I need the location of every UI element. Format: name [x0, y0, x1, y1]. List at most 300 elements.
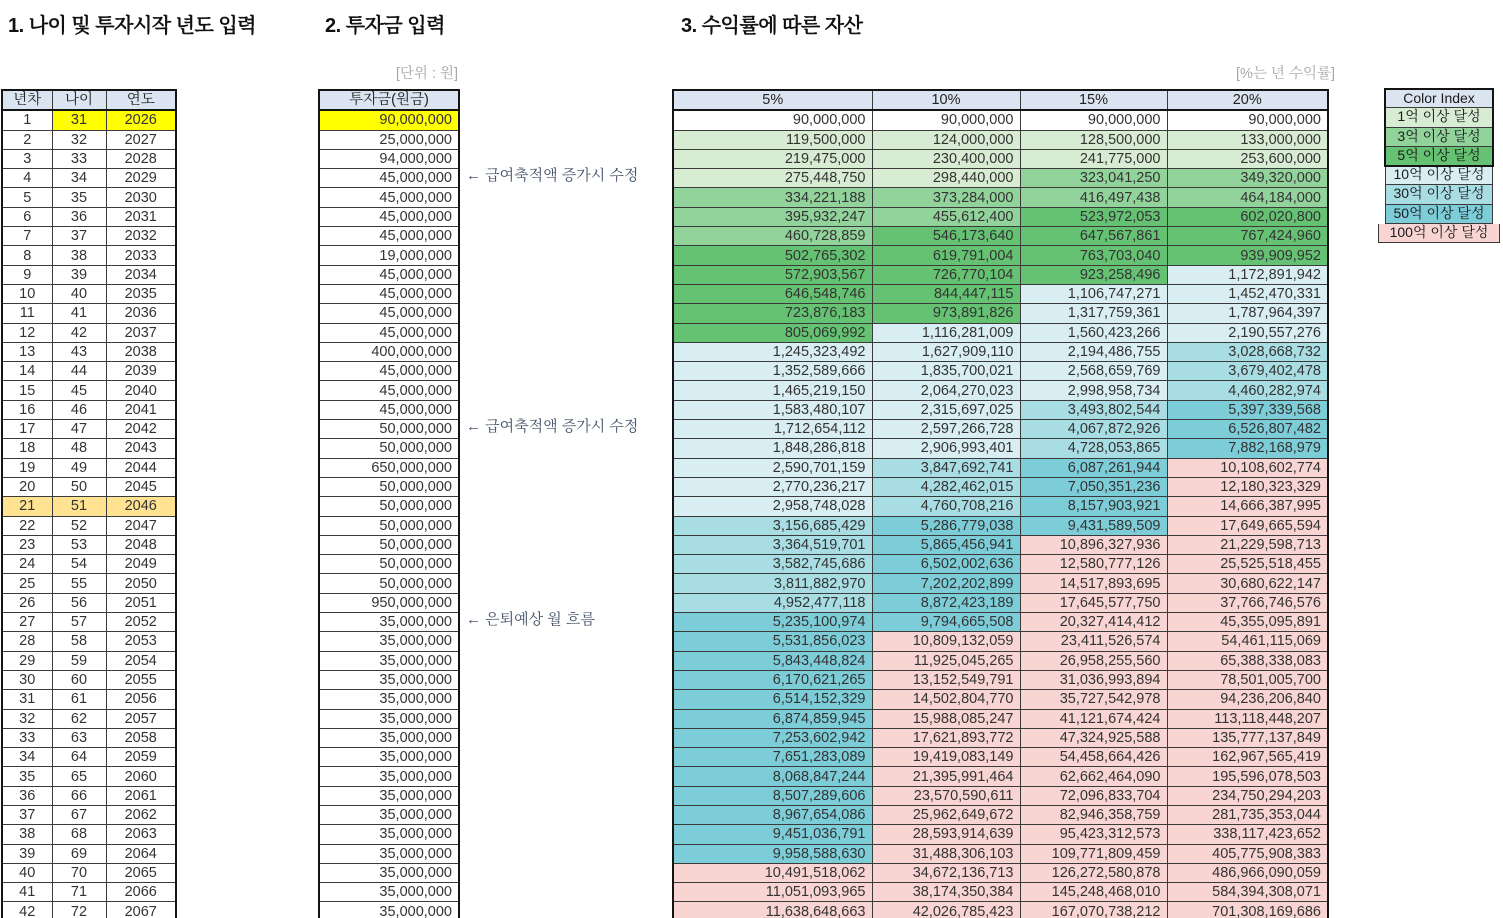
table-cell[interactable]: 54,461,115,069 [1167, 632, 1328, 651]
table-cell[interactable]: 923,258,496 [1020, 265, 1167, 284]
table-cell[interactable]: 38,174,350,384 [872, 883, 1020, 902]
table-cell[interactable]: 3,493,802,544 [1020, 400, 1167, 419]
table-cell[interactable]: 46 [52, 400, 106, 419]
table-cell[interactable]: 2053 [106, 632, 176, 651]
table-cell[interactable]: 26 [2, 593, 52, 612]
table-cell[interactable]: 25 [2, 574, 52, 593]
table-cell[interactable]: 2061 [106, 786, 176, 805]
table-cell[interactable]: 23,411,526,574 [1020, 632, 1167, 651]
table-cell[interactable]: 1,245,323,492 [673, 342, 872, 361]
table-cell[interactable]: 844,447,115 [872, 284, 1020, 303]
table-cell[interactable]: 2059 [106, 748, 176, 767]
table-cell[interactable]: 2049 [106, 555, 176, 574]
table-cell[interactable]: 2,597,266,728 [872, 420, 1020, 439]
table-cell[interactable]: 3 [2, 149, 52, 168]
table-cell[interactable]: 4,760,708,216 [872, 497, 1020, 516]
table-cell[interactable]: 9,451,036,791 [673, 825, 872, 844]
table-cell[interactable]: 4,282,462,015 [872, 477, 1020, 496]
table-cell[interactable]: 30,680,622,147 [1167, 574, 1328, 593]
table-cell[interactable]: 14,666,387,995 [1167, 497, 1328, 516]
table-cell[interactable]: 2035 [106, 284, 176, 303]
table-cell[interactable]: 4,460,282,974 [1167, 381, 1328, 400]
table-cell[interactable]: 2028 [106, 149, 176, 168]
table-cell[interactable]: 50,000,000 [319, 497, 459, 516]
table-cell[interactable]: 33 [52, 149, 106, 168]
table-cell[interactable]: 395,932,247 [673, 207, 872, 226]
table-cell[interactable]: 2056 [106, 690, 176, 709]
table-cell[interactable]: 35,000,000 [319, 902, 459, 918]
table-cell[interactable]: 9 [2, 265, 52, 284]
table-cell[interactable]: 56 [52, 593, 106, 612]
returns-table[interactable] [672, 89, 1329, 918]
table-cell[interactable]: 650,000,000 [319, 458, 459, 477]
table-cell[interactable]: 12,180,323,329 [1167, 477, 1328, 496]
table-cell[interactable]: 2031 [106, 207, 176, 226]
table-cell[interactable]: 2063 [106, 825, 176, 844]
table-cell[interactable]: 18 [2, 439, 52, 458]
table-cell[interactable]: 2055 [106, 670, 176, 689]
table-cell[interactable]: 2,315,697,025 [872, 400, 1020, 419]
table-cell[interactable]: 2067 [106, 902, 176, 918]
table-cell[interactable]: 128,500,000 [1020, 130, 1167, 149]
table-cell[interactable]: 15 [2, 381, 52, 400]
table-cell[interactable]: 21,229,598,713 [1167, 535, 1328, 554]
table-cell[interactable]: 29 [2, 651, 52, 670]
table-cell[interactable]: 416,497,438 [1020, 188, 1167, 207]
table-cell[interactable]: 19,419,083,149 [872, 748, 1020, 767]
table-cell[interactable]: 7 [2, 227, 52, 246]
table-cell[interactable]: 1,627,909,110 [872, 342, 1020, 361]
table-cell[interactable]: 50,000,000 [319, 574, 459, 593]
table-cell[interactable]: 94,000,000 [319, 149, 459, 168]
column-header[interactable]: 투자금(원금) [319, 90, 459, 110]
table-cell[interactable]: 135,777,137,849 [1167, 728, 1328, 747]
table-cell[interactable]: 602,020,800 [1167, 207, 1328, 226]
table-cell[interactable]: 45 [52, 381, 106, 400]
table-cell[interactable]: 11 [2, 304, 52, 323]
table-cell[interactable]: 78,501,005,700 [1167, 670, 1328, 689]
table-cell[interactable]: 281,735,353,044 [1167, 805, 1328, 824]
table-cell[interactable]: 767,424,960 [1167, 227, 1328, 246]
table-cell[interactable]: 8,872,423,189 [872, 593, 1020, 612]
table-cell[interactable]: 2051 [106, 593, 176, 612]
table-cell[interactable]: 5,286,779,038 [872, 516, 1020, 535]
table-cell[interactable]: 162,967,565,419 [1167, 748, 1328, 767]
table-cell[interactable]: 21 [2, 497, 52, 516]
table-cell[interactable]: 94,236,206,840 [1167, 690, 1328, 709]
table-cell[interactable]: 10,108,602,774 [1167, 458, 1328, 477]
table-cell[interactable]: 55 [52, 574, 106, 593]
table-cell[interactable]: 45,000,000 [319, 362, 459, 381]
table-cell[interactable]: 546,173,640 [872, 227, 1020, 246]
table-cell[interactable]: 2046 [106, 497, 176, 516]
table-cell[interactable]: 45,000,000 [319, 207, 459, 226]
table-cell[interactable]: 35,000,000 [319, 651, 459, 670]
table-cell[interactable]: 763,703,040 [1020, 246, 1167, 265]
table-cell[interactable]: 34 [2, 748, 52, 767]
table-cell[interactable]: 47,324,925,588 [1020, 728, 1167, 747]
table-cell[interactable]: 35,000,000 [319, 670, 459, 689]
table-cell[interactable]: 68 [52, 825, 106, 844]
table-cell[interactable]: 805,069,992 [673, 323, 872, 342]
table-cell[interactable]: 35,000,000 [319, 844, 459, 863]
table-cell[interactable]: 6,514,152,329 [673, 690, 872, 709]
table-cell[interactable]: 30 [2, 670, 52, 689]
table-cell[interactable]: 44 [52, 362, 106, 381]
table-cell[interactable]: 2064 [106, 844, 176, 863]
table-cell[interactable]: 90,000,000 [673, 110, 872, 130]
table-cell[interactable]: 36 [2, 786, 52, 805]
table-cell[interactable]: 23 [2, 535, 52, 554]
table-cell[interactable]: 2044 [106, 458, 176, 477]
table-cell[interactable]: 1,712,654,112 [673, 420, 872, 439]
table-cell[interactable]: 6,087,261,944 [1020, 458, 1167, 477]
column-header[interactable]: 5% [673, 90, 872, 110]
table-cell[interactable]: 2034 [106, 265, 176, 284]
table-cell[interactable]: 37 [2, 805, 52, 824]
table-cell[interactable]: 35,727,542,978 [1020, 690, 1167, 709]
table-cell[interactable]: 572,903,567 [673, 265, 872, 284]
table-cell[interactable]: 65,388,338,083 [1167, 651, 1328, 670]
table-cell[interactable]: 7,050,351,236 [1020, 477, 1167, 496]
table-cell[interactable]: 50,000,000 [319, 477, 459, 496]
table-cell[interactable]: 2032 [106, 227, 176, 246]
table-cell[interactable]: 35,000,000 [319, 825, 459, 844]
table-cell[interactable]: 2038 [106, 342, 176, 361]
table-cell[interactable]: 9,431,589,509 [1020, 516, 1167, 535]
table-cell[interactable]: 15,988,085,247 [872, 709, 1020, 728]
table-cell[interactable]: 973,891,826 [872, 304, 1020, 323]
table-cell[interactable]: 37 [52, 227, 106, 246]
table-cell[interactable]: 1,317,759,361 [1020, 304, 1167, 323]
table-cell[interactable]: 2040 [106, 381, 176, 400]
table-cell[interactable]: 21,395,991,464 [872, 767, 1020, 786]
table-cell[interactable]: 71 [52, 883, 106, 902]
table-cell[interactable]: 400,000,000 [319, 342, 459, 361]
table-cell[interactable]: 58 [52, 632, 106, 651]
table-cell[interactable]: 2054 [106, 651, 176, 670]
investment-table[interactable] [318, 89, 460, 918]
table-cell[interactable]: 2050 [106, 574, 176, 593]
table-cell[interactable]: 2 [2, 130, 52, 149]
table-cell[interactable]: 584,394,308,071 [1167, 883, 1328, 902]
table-cell[interactable]: 42 [2, 902, 52, 918]
table-cell[interactable]: 195,596,078,503 [1167, 767, 1328, 786]
table-cell[interactable]: 7,202,202,899 [872, 574, 1020, 593]
table-cell[interactable]: 38 [2, 825, 52, 844]
table-cell[interactable]: 701,308,169,686 [1167, 902, 1328, 918]
table-cell[interactable]: 35,000,000 [319, 613, 459, 632]
table-cell[interactable]: 45,000,000 [319, 284, 459, 303]
table-cell[interactable]: 2042 [106, 420, 176, 439]
table-cell[interactable]: 45,000,000 [319, 400, 459, 419]
table-cell[interactable]: 41 [2, 883, 52, 902]
table-cell[interactable]: 2062 [106, 805, 176, 824]
table-cell[interactable]: 2,568,659,769 [1020, 362, 1167, 381]
column-header[interactable]: 나이 [52, 90, 106, 110]
table-cell[interactable]: 13 [2, 342, 52, 361]
table-cell[interactable]: 52 [52, 516, 106, 535]
table-cell[interactable]: 6,170,621,265 [673, 670, 872, 689]
table-cell[interactable]: 334,221,188 [673, 188, 872, 207]
table-cell[interactable]: 51 [52, 497, 106, 516]
table-cell[interactable]: 1,848,286,818 [673, 439, 872, 458]
table-cell[interactable]: 31 [52, 110, 106, 130]
table-cell[interactable]: 3,679,402,478 [1167, 362, 1328, 381]
table-cell[interactable]: 31,036,993,894 [1020, 670, 1167, 689]
table-cell[interactable]: 234,750,294,203 [1167, 786, 1328, 805]
table-cell[interactable]: 17 [2, 420, 52, 439]
table-cell[interactable]: 19,000,000 [319, 246, 459, 265]
table-cell[interactable]: 36 [52, 207, 106, 226]
table-cell[interactable]: 41 [52, 304, 106, 323]
table-cell[interactable]: 35,000,000 [319, 748, 459, 767]
table-cell[interactable]: 6 [2, 207, 52, 226]
table-cell[interactable]: 34,672,136,713 [872, 863, 1020, 882]
table-cell[interactable]: 35 [2, 767, 52, 786]
table-cell[interactable]: 7,253,602,942 [673, 728, 872, 747]
table-cell[interactable]: 5,235,100,974 [673, 613, 872, 632]
table-cell[interactable]: 4,067,872,926 [1020, 420, 1167, 439]
table-cell[interactable]: 5,843,448,824 [673, 651, 872, 670]
table-cell[interactable]: 124,000,000 [872, 130, 1020, 149]
table-cell[interactable]: 35 [52, 188, 106, 207]
table-cell[interactable]: 10,896,327,936 [1020, 535, 1167, 554]
table-cell[interactable]: 2,958,748,028 [673, 497, 872, 516]
table-cell[interactable]: 31 [2, 690, 52, 709]
table-cell[interactable]: 64 [52, 748, 106, 767]
table-cell[interactable]: 35,000,000 [319, 863, 459, 882]
table-cell[interactable]: 62 [52, 709, 106, 728]
table-cell[interactable]: 35,000,000 [319, 767, 459, 786]
table-cell[interactable]: 61 [52, 690, 106, 709]
table-cell[interactable]: 20,327,414,412 [1020, 613, 1167, 632]
table-cell[interactable]: 4,728,053,865 [1020, 439, 1167, 458]
table-cell[interactable]: 2029 [106, 169, 176, 188]
table-cell[interactable]: 323,041,250 [1020, 169, 1167, 188]
table-cell[interactable]: 619,791,004 [872, 246, 1020, 265]
table-cell[interactable]: 109,771,809,459 [1020, 844, 1167, 863]
table-cell[interactable]: 523,972,053 [1020, 207, 1167, 226]
table-cell[interactable]: 45,000,000 [319, 265, 459, 284]
table-cell[interactable]: 2058 [106, 728, 176, 747]
table-cell[interactable]: 1,452,470,331 [1167, 284, 1328, 303]
table-cell[interactable]: 35,000,000 [319, 805, 459, 824]
table-cell[interactable]: 50,000,000 [319, 555, 459, 574]
table-cell[interactable]: 33 [2, 728, 52, 747]
table-cell[interactable]: 57 [52, 613, 106, 632]
table-cell[interactable]: 66 [52, 786, 106, 805]
table-cell[interactable]: 2,770,236,217 [673, 477, 872, 496]
table-cell[interactable]: 2039 [106, 362, 176, 381]
table-cell[interactable]: 8,068,847,244 [673, 767, 872, 786]
table-cell[interactable]: 2,906,993,401 [872, 439, 1020, 458]
table-cell[interactable]: 2057 [106, 709, 176, 728]
table-cell[interactable]: 6,526,807,482 [1167, 420, 1328, 439]
column-header[interactable]: 10% [872, 90, 1020, 110]
table-cell[interactable]: 50,000,000 [319, 535, 459, 554]
table-cell[interactable]: 35,000,000 [319, 632, 459, 651]
table-cell[interactable]: 2048 [106, 535, 176, 554]
table-cell[interactable]: 2026 [106, 110, 176, 130]
table-cell[interactable]: 20 [2, 477, 52, 496]
table-cell[interactable]: 2037 [106, 323, 176, 342]
table-cell[interactable]: 50,000,000 [319, 516, 459, 535]
table-cell[interactable]: 35,000,000 [319, 883, 459, 902]
table-cell[interactable]: 1,583,480,107 [673, 400, 872, 419]
table-cell[interactable]: 4 [2, 169, 52, 188]
table-cell[interactable]: 113,118,448,207 [1167, 709, 1328, 728]
table-cell[interactable]: 10,809,132,059 [872, 632, 1020, 651]
table-cell[interactable]: 14 [2, 362, 52, 381]
table-cell[interactable]: 723,876,183 [673, 304, 872, 323]
table-cell[interactable]: 72,096,833,704 [1020, 786, 1167, 805]
table-cell[interactable]: 460,728,859 [673, 227, 872, 246]
table-cell[interactable]: 35,000,000 [319, 690, 459, 709]
table-cell[interactable]: 2041 [106, 400, 176, 419]
table-cell[interactable]: 464,184,000 [1167, 188, 1328, 207]
table-cell[interactable]: 42,026,785,423 [872, 902, 1020, 918]
table-cell[interactable]: 24 [2, 555, 52, 574]
table-cell[interactable]: 3,364,519,701 [673, 535, 872, 554]
table-cell[interactable]: 11,051,093,965 [673, 883, 872, 902]
table-cell[interactable]: 50 [52, 477, 106, 496]
table-cell[interactable]: 12,580,777,126 [1020, 555, 1167, 574]
table-cell[interactable]: 2045 [106, 477, 176, 496]
column-header[interactable]: 20% [1167, 90, 1328, 110]
table-cell[interactable]: 3,028,668,732 [1167, 342, 1328, 361]
table-cell[interactable]: 28 [2, 632, 52, 651]
table-cell[interactable]: 90,000,000 [1020, 110, 1167, 130]
table-cell[interactable]: 47 [52, 420, 106, 439]
table-cell[interactable]: 145,248,468,010 [1020, 883, 1167, 902]
table-cell[interactable]: 69 [52, 844, 106, 863]
table-cell[interactable]: 1,116,281,009 [872, 323, 1020, 342]
table-cell[interactable]: 939,909,952 [1167, 246, 1328, 265]
table-cell[interactable]: 1,465,219,150 [673, 381, 872, 400]
table-cell[interactable]: 45,355,095,891 [1167, 613, 1328, 632]
table-cell[interactable]: 38 [52, 246, 106, 265]
table-cell[interactable]: 35,000,000 [319, 709, 459, 728]
table-cell[interactable]: 119,500,000 [673, 130, 872, 149]
table-cell[interactable]: 950,000,000 [319, 593, 459, 612]
table-cell[interactable]: 219,475,000 [673, 149, 872, 168]
table-cell[interactable]: 48 [52, 439, 106, 458]
table-cell[interactable]: 133,000,000 [1167, 130, 1328, 149]
table-cell[interactable]: 50,000,000 [319, 420, 459, 439]
table-cell[interactable]: 39 [52, 265, 106, 284]
table-cell[interactable]: 373,284,000 [872, 188, 1020, 207]
table-cell[interactable]: 647,567,861 [1020, 227, 1167, 246]
table-cell[interactable]: 11,925,045,265 [872, 651, 1020, 670]
table-cell[interactable]: 41,121,674,424 [1020, 709, 1167, 728]
table-cell[interactable]: 9,794,665,508 [872, 613, 1020, 632]
table-cell[interactable]: 40 [52, 284, 106, 303]
table-cell[interactable]: 17,649,665,594 [1167, 516, 1328, 535]
table-cell[interactable]: 298,440,000 [872, 169, 1020, 188]
table-cell[interactable]: 50,000,000 [319, 439, 459, 458]
table-cell[interactable]: 22 [2, 516, 52, 535]
table-cell[interactable]: 40 [2, 863, 52, 882]
table-cell[interactable]: 17,621,893,772 [872, 728, 1020, 747]
table-cell[interactable]: 42 [52, 323, 106, 342]
table-cell[interactable]: 9,958,588,630 [673, 844, 872, 863]
table-cell[interactable]: 5,865,456,941 [872, 535, 1020, 554]
table-cell[interactable]: 82,946,358,759 [1020, 805, 1167, 824]
table-cell[interactable]: 455,612,400 [872, 207, 1020, 226]
table-cell[interactable]: 54 [52, 555, 106, 574]
table-cell[interactable]: 253,600,000 [1167, 149, 1328, 168]
table-cell[interactable]: 90,000,000 [872, 110, 1020, 130]
table-cell[interactable]: 45,000,000 [319, 304, 459, 323]
table-cell[interactable]: 72 [52, 902, 106, 918]
table-cell[interactable]: 1,835,700,021 [872, 362, 1020, 381]
table-cell[interactable]: 90,000,000 [319, 110, 459, 130]
table-cell[interactable]: 2065 [106, 863, 176, 882]
table-cell[interactable]: 7,651,283,089 [673, 748, 872, 767]
table-cell[interactable]: 90,000,000 [1167, 110, 1328, 130]
column-header[interactable]: 15% [1020, 90, 1167, 110]
table-cell[interactable]: 14,517,893,695 [1020, 574, 1167, 593]
table-cell[interactable]: 8 [2, 246, 52, 265]
table-cell[interactable]: 13,152,549,791 [872, 670, 1020, 689]
table-cell[interactable]: 59 [52, 651, 106, 670]
table-cell[interactable]: 5,531,856,023 [673, 632, 872, 651]
table-cell[interactable]: 1 [2, 110, 52, 130]
table-cell[interactable]: 6,502,002,636 [872, 555, 1020, 574]
table-cell[interactable]: 35,000,000 [319, 786, 459, 805]
table-cell[interactable]: 2,998,958,734 [1020, 381, 1167, 400]
table-cell[interactable]: 39 [2, 844, 52, 863]
table-cell[interactable]: 34 [52, 169, 106, 188]
table-cell[interactable]: 3,156,685,429 [673, 516, 872, 535]
table-cell[interactable]: 62,662,464,090 [1020, 767, 1167, 786]
table-cell[interactable]: 65 [52, 767, 106, 786]
table-cell[interactable]: 17,645,577,750 [1020, 593, 1167, 612]
table-cell[interactable]: 25,000,000 [319, 130, 459, 149]
table-cell[interactable]: 646,548,746 [673, 284, 872, 303]
table-cell[interactable]: 45,000,000 [319, 169, 459, 188]
table-cell[interactable]: 54,458,664,426 [1020, 748, 1167, 767]
table-cell[interactable]: 2052 [106, 613, 176, 632]
table-cell[interactable]: 8,507,289,606 [673, 786, 872, 805]
table-cell[interactable]: 275,448,750 [673, 169, 872, 188]
table-cell[interactable]: 35,000,000 [319, 728, 459, 747]
table-cell[interactable]: 5 [2, 188, 52, 207]
table-cell[interactable]: 2,190,557,276 [1167, 323, 1328, 342]
table-cell[interactable]: 2043 [106, 439, 176, 458]
table-cell[interactable]: 32 [52, 130, 106, 149]
table-cell[interactable]: 2,064,270,023 [872, 381, 1020, 400]
age-year-table[interactable] [1, 89, 177, 918]
table-cell[interactable]: 45,000,000 [319, 188, 459, 207]
table-cell[interactable]: 1,172,891,942 [1167, 265, 1328, 284]
table-cell[interactable]: 70 [52, 863, 106, 882]
table-cell[interactable]: 23,570,590,611 [872, 786, 1020, 805]
table-cell[interactable]: 53 [52, 535, 106, 554]
table-cell[interactable]: 502,765,302 [673, 246, 872, 265]
table-cell[interactable]: 32 [2, 709, 52, 728]
table-cell[interactable]: 3,847,692,741 [872, 458, 1020, 477]
table-cell[interactable]: 405,775,908,383 [1167, 844, 1328, 863]
table-cell[interactable]: 11,638,648,663 [673, 902, 872, 918]
table-cell[interactable]: 45,000,000 [319, 323, 459, 342]
table-cell[interactable]: 2030 [106, 188, 176, 207]
table-cell[interactable]: 26,958,255,560 [1020, 651, 1167, 670]
table-cell[interactable]: 45,000,000 [319, 227, 459, 246]
table-cell[interactable]: 28,593,914,639 [872, 825, 1020, 844]
table-cell[interactable]: 31,488,306,103 [872, 844, 1020, 863]
